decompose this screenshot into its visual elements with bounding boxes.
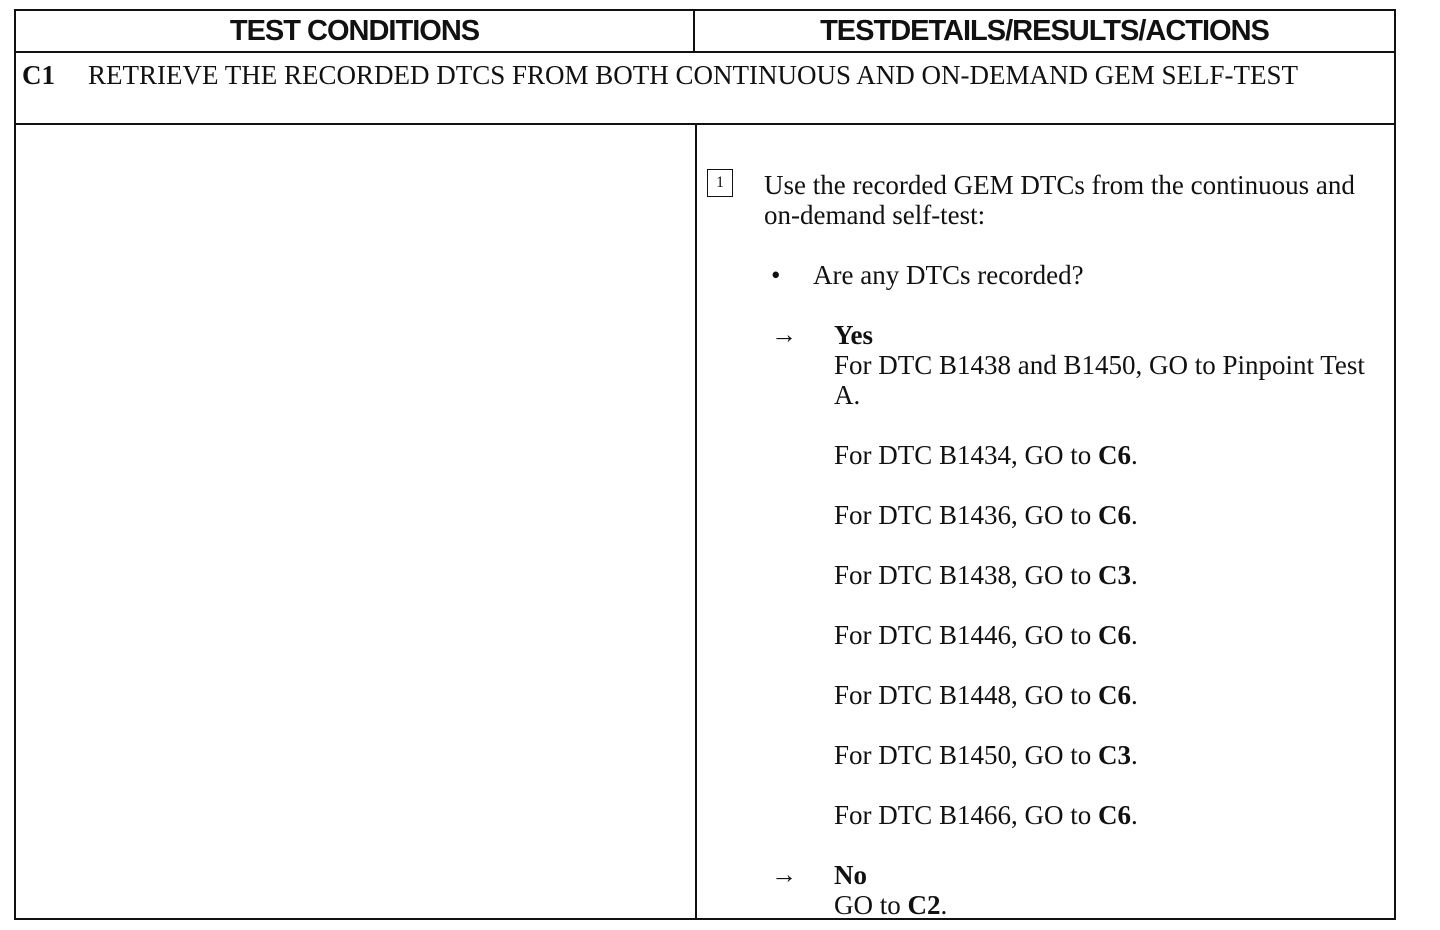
period: . xyxy=(1131,800,1138,830)
action-target: C6 xyxy=(1098,440,1132,470)
arrow-right-icon: → xyxy=(771,320,797,349)
action-text: For DTC B1436, GO to xyxy=(834,500,1099,530)
step-number-box: 1 xyxy=(707,169,733,197)
step-id: C1 xyxy=(22,60,55,90)
action-text: For DTC B1434, GO to xyxy=(834,440,1099,470)
action-target: C6 xyxy=(1098,800,1132,830)
header-test-conditions: TEST CONDITIONS xyxy=(16,11,695,53)
no-label: No xyxy=(834,860,867,890)
period: . xyxy=(1131,440,1138,470)
yes-action-line xyxy=(834,800,1384,830)
action-target: C3 xyxy=(1098,560,1132,590)
action-text: For DTC B1438, GO to xyxy=(834,560,1099,590)
action-target: C6 xyxy=(1098,500,1132,530)
step-title-row xyxy=(16,53,1394,125)
question-text: Are any DTCs recorded? xyxy=(813,260,1084,290)
period: . xyxy=(1131,620,1138,650)
period: . xyxy=(1131,740,1138,770)
period: . xyxy=(940,890,948,920)
yes-action-line xyxy=(834,680,1384,710)
yes-action-line xyxy=(834,500,1384,530)
yes-action-line xyxy=(834,620,1384,650)
action-target: C3 xyxy=(1098,740,1132,770)
action-target: C6 xyxy=(1098,680,1132,710)
period: . xyxy=(1131,680,1138,710)
bullet-icon: • xyxy=(771,260,781,290)
yes-action-line xyxy=(834,560,1384,590)
period: . xyxy=(1131,500,1138,530)
no-action xyxy=(834,890,1384,920)
arrow-right-icon: → xyxy=(771,860,797,889)
action-text: For DTC B1446, GO to xyxy=(834,620,1099,650)
diagnostic-table xyxy=(14,9,1396,920)
action-text: For DTC B1466, GO to xyxy=(834,800,1099,830)
period: . xyxy=(1131,560,1138,590)
action-text: For DTC B1450, GO to xyxy=(834,740,1099,770)
step-instruction: Use the recorded GEM DTCs from the continuous and on-demand self-test: xyxy=(764,170,1355,230)
yes-action-line xyxy=(834,740,1384,770)
header-test-details: TESTDETAILS/RESULTS/ACTIONS xyxy=(695,11,1394,53)
yes-label: Yes xyxy=(834,320,873,350)
action-text: GO to xyxy=(834,890,908,920)
action-target: C2 xyxy=(907,890,941,920)
action-text: For DTC B1448, GO to xyxy=(834,680,1099,710)
step-title: RETRIEVE THE RECORDED DTCS FROM BOTH CONTINUOUS AND ON-DEMAND GEM SELF-TEST xyxy=(88,60,1299,90)
yes-first-action: For DTC B1438 and B1450, GO to Pinpoint Test A. xyxy=(834,350,1365,410)
details-cell xyxy=(697,125,1394,918)
action-target: C6 xyxy=(1098,620,1132,650)
yes-action-line xyxy=(834,440,1384,470)
